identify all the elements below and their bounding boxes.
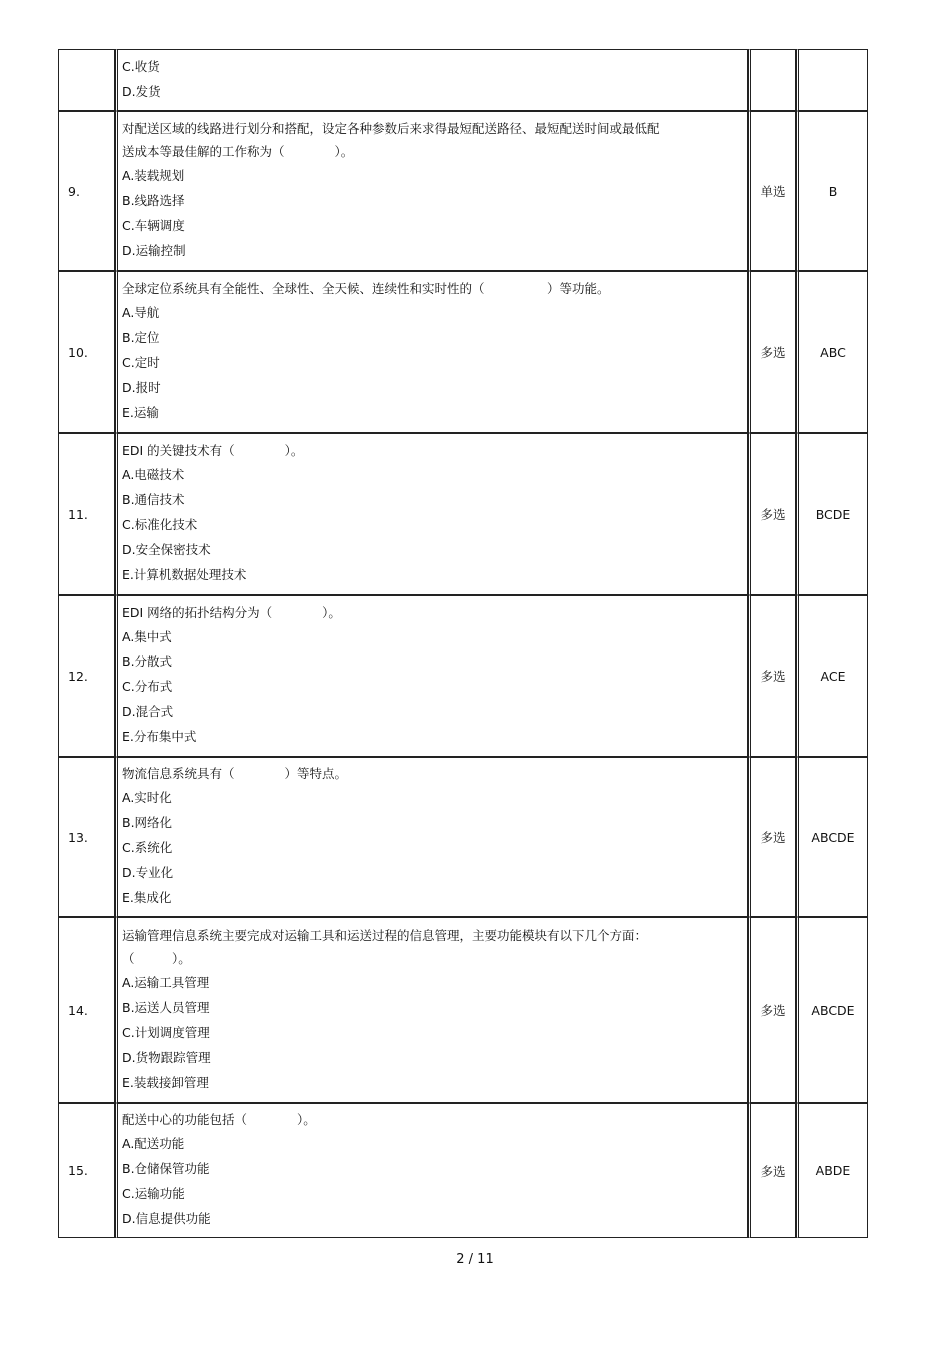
answer-option: E.计算机数据处理技术 bbox=[122, 567, 247, 582]
answer-option: D.报时 bbox=[122, 380, 161, 395]
question-stem: 送成本等最佳解的工作称为（ ）。 bbox=[122, 144, 354, 159]
question-row bbox=[58, 917, 868, 1103]
answer-option: A.装载规划 bbox=[122, 168, 185, 183]
answer-option: C.收货 bbox=[122, 59, 160, 74]
question-stem: （ ）。 bbox=[122, 950, 191, 966]
question-content bbox=[115, 111, 748, 271]
question-content bbox=[115, 917, 748, 1103]
answer-option: B.通信技术 bbox=[122, 492, 185, 507]
question-number bbox=[58, 49, 115, 111]
answer-option: D.专业化 bbox=[122, 865, 174, 880]
question-row bbox=[58, 49, 868, 111]
question-content bbox=[115, 49, 748, 111]
answer-option: A.运输工具管理 bbox=[122, 974, 210, 990]
answer-option: D.发货 bbox=[122, 84, 161, 99]
question-number: 15. bbox=[58, 1103, 115, 1238]
question-type: 多选 bbox=[748, 271, 796, 433]
question-table-body bbox=[58, 49, 868, 1238]
question-row bbox=[58, 595, 868, 757]
answer-option: A.集中式 bbox=[122, 629, 172, 644]
answer-option: A.实时化 bbox=[122, 790, 172, 805]
question-type: 多选 bbox=[748, 757, 796, 917]
correct-answer: ACE bbox=[796, 595, 868, 757]
question-type: 单选 bbox=[748, 111, 796, 271]
question-stem: EDI 的关键技术有（ ）。 bbox=[122, 443, 304, 458]
question-stem: 全球定位系统具有全能性、全球性、全天候、连续性和实时性的（ ）等功能。 bbox=[122, 281, 610, 296]
question-row bbox=[58, 1103, 868, 1238]
answer-option: B.分散式 bbox=[122, 654, 173, 669]
question-stem: 物流信息系统具有（ ）等特点。 bbox=[122, 766, 348, 781]
question-number: 10. bbox=[58, 271, 115, 433]
question-row bbox=[58, 271, 868, 433]
question-row bbox=[58, 111, 868, 271]
question-number: 13. bbox=[58, 757, 115, 917]
question-number: 12. bbox=[58, 595, 115, 757]
question-type: 多选 bbox=[748, 917, 796, 1103]
question-content bbox=[115, 757, 748, 917]
answer-option: A.电磁技术 bbox=[122, 467, 185, 482]
correct-answer: ABCDE bbox=[796, 917, 868, 1103]
answer-option: B.仓储保管功能 bbox=[122, 1161, 210, 1176]
answer-option: B.运送人员管理 bbox=[122, 999, 210, 1015]
correct-answer: BCDE bbox=[796, 433, 868, 595]
question-type: 多选 bbox=[748, 433, 796, 595]
answer-option: C.标准化技术 bbox=[122, 517, 198, 532]
question-stem: 对配送区域的线路进行划分和搭配，设定各种参数后来求得最短配送路径、最短配送时间或最低配 bbox=[122, 121, 660, 136]
question-number: 11. bbox=[58, 433, 115, 595]
answer-option: A.配送功能 bbox=[122, 1136, 185, 1151]
question-content bbox=[115, 1103, 748, 1238]
answer-option: C.车辆调度 bbox=[122, 218, 185, 233]
answer-option: E.装载接卸管理 bbox=[122, 1074, 209, 1090]
answer-option: D.安全保密技术 bbox=[122, 542, 211, 557]
answer-option: D.混合式 bbox=[122, 704, 174, 719]
question-stem: EDI 网络的拓扑结构分为（ ）。 bbox=[122, 605, 341, 620]
question-type: 多选 bbox=[748, 1103, 796, 1238]
question-stem: 运输管理信息系统主要完成对运输工具和运送过程的信息管理，主要功能模块有以下几个方面： bbox=[122, 927, 648, 943]
question-content bbox=[115, 433, 748, 595]
correct-answer: ABC bbox=[796, 271, 868, 433]
question-stem: 配送中心的功能包括（ ）。 bbox=[122, 1112, 316, 1127]
question-number: 9. bbox=[58, 111, 115, 271]
answer-option: D.货物跟踪管理 bbox=[122, 1049, 211, 1065]
question-table bbox=[58, 49, 868, 1238]
answer-option: C.定时 bbox=[122, 355, 160, 370]
answer-option: D.信息提供功能 bbox=[122, 1211, 211, 1226]
answer-option: E.运输 bbox=[122, 405, 159, 420]
answer-option: D.运输控制 bbox=[122, 243, 186, 258]
correct-answer: B bbox=[796, 111, 868, 271]
answer-option: C.计划调度管理 bbox=[122, 1024, 210, 1040]
answer-option: E.集成化 bbox=[122, 890, 172, 905]
answer-option: B.线路选择 bbox=[122, 193, 185, 208]
page-number: 2 / 11 bbox=[456, 1252, 494, 1267]
question-row bbox=[58, 757, 868, 917]
correct-answer: ABDE bbox=[796, 1103, 868, 1238]
correct-answer bbox=[796, 49, 868, 111]
answer-option: A.导航 bbox=[122, 305, 160, 320]
question-type: 多选 bbox=[748, 595, 796, 757]
correct-answer: ABCDE bbox=[796, 757, 868, 917]
question-content bbox=[115, 271, 748, 433]
answer-option: B.定位 bbox=[122, 330, 160, 345]
answer-option: B.网络化 bbox=[122, 815, 173, 830]
answer-option: C.分布式 bbox=[122, 679, 173, 694]
answer-option: C.运输功能 bbox=[122, 1186, 185, 1201]
answer-option: E.分布集中式 bbox=[122, 729, 197, 744]
question-content bbox=[115, 595, 748, 757]
answer-option: C.系统化 bbox=[122, 840, 173, 855]
question-row bbox=[58, 433, 868, 595]
question-type bbox=[748, 49, 796, 111]
question-number: 14. bbox=[58, 917, 115, 1103]
